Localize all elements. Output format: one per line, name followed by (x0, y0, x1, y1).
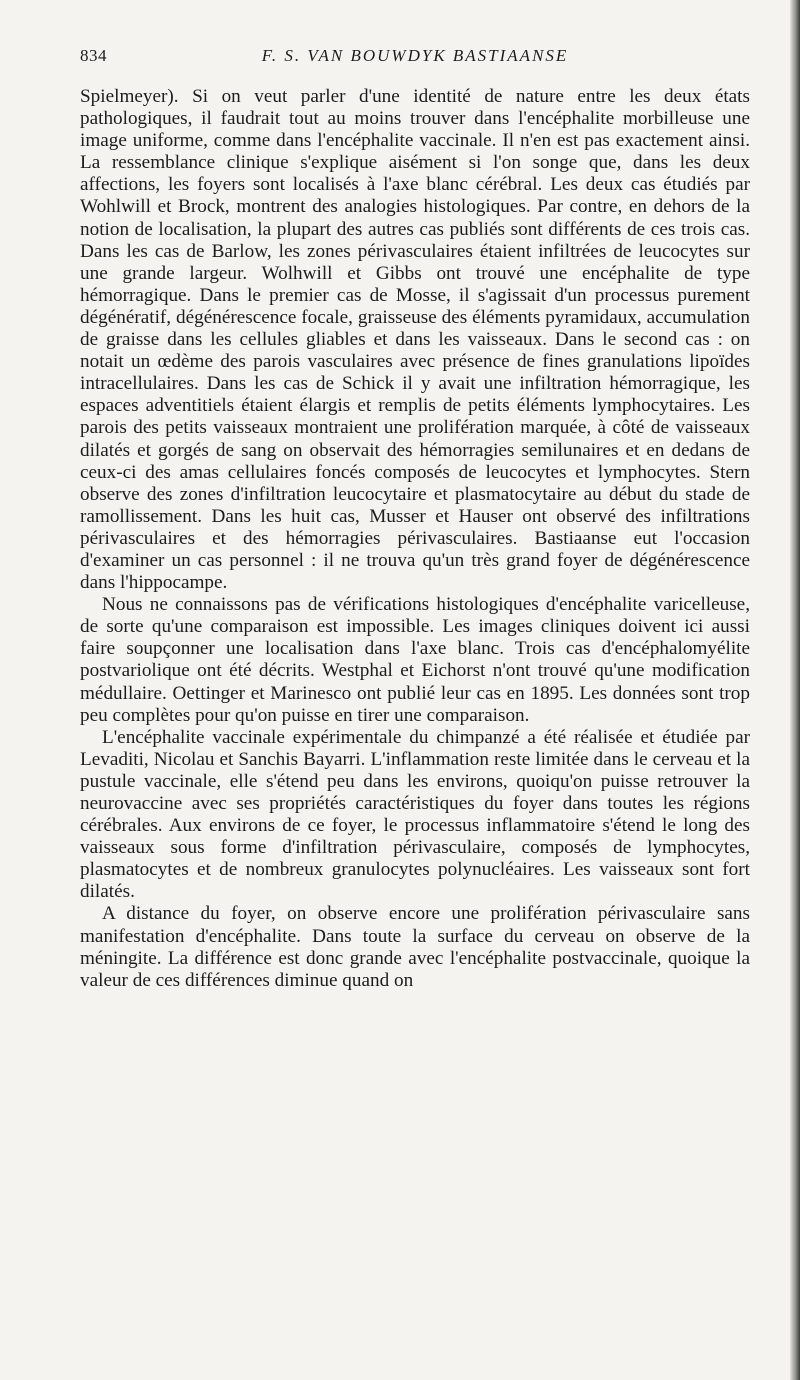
page-header (80, 46, 750, 72)
paragraph-3: L'encéphalite vaccinale expérimentale du chimpanzé a été réalisée et étudiée par Levaditi, Nicolau et Sanchis Bayarri. L'inflammation reste limitée dans le cerveau et la pustule vaccinale, elle s'étend peu dans les environs, quoiqu'on puisse retrouver la neurovaccine avec ses propriétés caractéristiques du foyer dans toutes les régions cérébrales. Aux environs de ce foyer, le processus inflammatoire s'étend le long des vaisseaux sous forme d'infiltration périvasculaire, composés de lymphocytes, plasmatocytes et de nombreux granulocytes polynucléaires. Les vaisseaux sont fort dilatés. (80, 726, 750, 903)
paragraph-1: Spielmeyer). Si on veut parler d'une identité de nature entre les deux états pathologiques, il faudrait tout au moins trouver dans l'encéphalite morbilleuse une image uniforme, comme dans l'encéphalite vaccinale. Il n'en est pas exactement ainsi. La ressemblance clinique s'explique aisément si l'on songe que, dans les deux affections, les foyers sont localisés à l'axe blanc cérébral. Les deux cas étudiés par Wohlwill et Brock, montrent des analogies histologiques. Par contre, en dehors de la notion de localisation, la plupart des autres cas publiés sont différents de ces trois cas. Dans les cas de Barlow, les zones périvasculaires étaient infiltrées de leucocytes sur une grande largeur. Wolhwill et Gibbs ont trouvé une encéphalite de type hémorragique. Dans le premier cas de Mosse, il s'agissait d'un processus purement dégénératif, dégénérescence focale, graisseuse des éléments pyramidaux, accumulation de graisse dans les cellules gliables et dans les vaisseaux. Dans le second cas : on notait un œdème des parois vasculaires avec présence de fines granulations lipoïdes intracellulaires. Dans les cas de Schick il y avait une infiltration hémorragique, les espaces adventitiels étaient élargis et remplis de petits éléments lymphocytaires. Les parois des petits vaisseaux montraient une prolifération marquée, à côté de vaisseaux dilatés et gorgés de sang on observait des hémorragies semilunaires et en dedans de ceux-ci des amas cellulaires foncés composés de leucocytes et lymphocytes. Stern observe des zones d'infiltration leucocytaire et plasmatocytaire au début du stade de ramollissement. Dans les huit cas, Musser et Hauser ont observé des infiltrations périvasculaires et des hémorragies périvasculaires. Bastiaanse eut l'occasion d'examiner un cas personnel : il ne trouva qu'un très grand foyer de dégénérescence dans l'hippocampe. (80, 86, 750, 594)
running-title: F. S. VAN BOUWDYK BASTIAANSE (261, 46, 569, 65)
paragraph-4: A distance du foyer, on observe encore une prolifération périvasculaire sans manifestation d'encéphalite. Dans toute la surface du cerveau on observe de la méningite. La différence est donc grande avec l'encéphalite postvaccinale, quoique la valeur de ces différences diminue quand on (80, 903, 750, 991)
page-binding-edge (790, 0, 800, 1380)
page-number: 834 (80, 46, 107, 65)
body-text (80, 86, 750, 992)
paragraph-2: Nous ne connaissons pas de vérifications histologiques d'encéphalite varicelleuse, de sorte qu'une comparaison est impossible. Les images cliniques doivent ici aussi faire soupçonner une localisation dans l'axe blanc. Trois cas d'encéphalomyélite postvariolique ont été décrits. Westphal et Eichorst n'ont trouvé qu'une modification médullaire. Oettinger et Marinesco ont publié leur cas en 1895. Les données sont trop peu complètes pour qu'on puisse en tirer une comparaison. (80, 594, 750, 726)
